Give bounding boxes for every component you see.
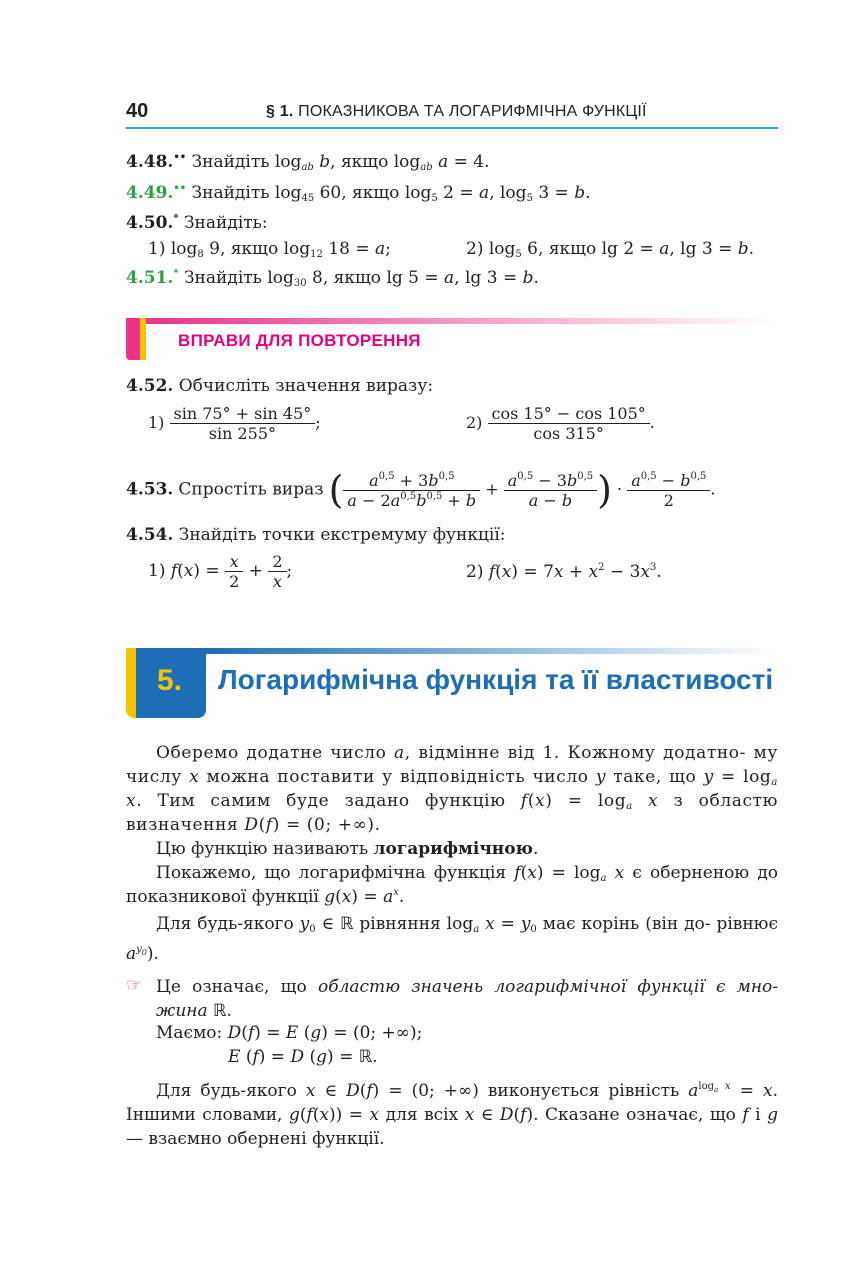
- exercise-text: якщо: [340, 152, 389, 172]
- exercise-text: Знайдіть:: [183, 213, 268, 233]
- exercise-number: 4.49.: [126, 183, 174, 203]
- page-number: 40: [126, 100, 149, 122]
- exercise-text: якщо: [548, 239, 597, 259]
- paragraph-text: , відмінне від 1. Кожному додатно-: [404, 743, 746, 763]
- exercise-text: Спростіть вираз: [178, 479, 324, 500]
- paragraph-text: Цю функцію називають: [156, 839, 369, 859]
- paragraph-text: можна поставити у відповідність число: [206, 767, 589, 787]
- exercise-number: 4.53.: [126, 479, 174, 500]
- exercise-number: 4.52.: [126, 376, 174, 396]
- emphasis-text: областю значень логарифмічної функції є мно-: [317, 977, 778, 997]
- exercise-4-54: [126, 525, 506, 545]
- paragraph-text: Оберемо додатне число: [156, 743, 387, 763]
- paragraph-text: рівняння: [359, 914, 441, 934]
- section-title: Логарифмічна функція та її властивості: [218, 664, 774, 695]
- paragraph-text: і: [755, 1105, 761, 1125]
- paragraph-text: визначення: [126, 815, 239, 835]
- exercise-text: якщо: [333, 268, 382, 288]
- exercise-text: якщо: [230, 239, 279, 259]
- paragraph-2: Цю функцію називають логарифмічною.: [156, 839, 539, 859]
- definition-term: логарифмічною: [373, 839, 533, 859]
- paragraph-6-line-2: E (f) = D (g) = ℝ.: [228, 1047, 378, 1067]
- paragraph-text: рівнює: [716, 914, 778, 934]
- paragraph-text: Для будь-якого: [156, 1081, 297, 1101]
- exercise-text: Знайдіть точки екстремуму функції:: [178, 525, 506, 545]
- exercise-4-51: 4.51.* Знайдіть $\log_{30} 8$, якщо lg 5 = a, lg 3 = b.: [126, 268, 539, 289]
- paragraph-text: є оберненою: [632, 863, 750, 883]
- exercise-number: 4.54.: [126, 525, 174, 545]
- running-head-title: ПОКАЗНИКОВА ТА ЛОГАРИФМІЧНА ФУНКЦІЇ: [298, 103, 647, 120]
- header-rule: [126, 127, 778, 129]
- paragraph-7: Для будь-якого x ∈ D(f) = (0; +∞) виконується рівність $a^{log_a x} = x$. Іншими словами, g(f(x)) = x для всіх x ∈ D(f). Сказане означає, що f і g — взаємно обернені функції.: [126, 1081, 778, 1149]
- section-number: 5.: [157, 664, 183, 697]
- paragraph-text: з областю: [673, 791, 778, 811]
- paragraph-text: має корінь (він до-: [542, 914, 711, 934]
- paragraph-text: . Тим самим буде задано функцію: [136, 791, 506, 811]
- paragraph-text: Для будь-якого: [156, 914, 294, 934]
- exercise-4-50-part-2: 2) $\log_5 6$, якщо lg 2 = a, lg 3 = b.: [466, 239, 755, 260]
- paragraph-5: Це означає, що областю значень логарифмічної функції є мно- жина ℝ.: [156, 977, 778, 1021]
- paragraph-3: Покажемо, що логарифмічна функція $f(x) = \log_a x$ є оберненою до показникової функції $g(x) = a^x$.: [126, 863, 779, 907]
- paragraph-text: Покажемо, що логарифмічна функція: [156, 863, 507, 883]
- emphasis-text: жина: [156, 1001, 208, 1021]
- exercise-section-title: ВПРАВИ ДЛЯ ПОВТОРЕННЯ: [178, 331, 421, 350]
- exercise-number: 4.51.: [126, 268, 174, 288]
- exercise-4-50: [126, 213, 268, 233]
- exercise-text: Знайдіть: [191, 152, 270, 172]
- paragraph-1: Оберемо додатне число a, відмінне від 1. Кожному додатно- му числу x можна поставити у відповідність число y таке, що $y = \log_a x$. Тим самим буде задано функцію $f(x) = \log_a x$ з областю визначення D(f) = (0; +∞).: [126, 743, 778, 835]
- exercise-4-49: 4.49.•• Знайдіть $\log_{45} 60$, якщо $\log_5 2 = a$, $\log_5 3 = b$.: [126, 183, 591, 204]
- paragraph-text: Це означає, що: [156, 977, 307, 997]
- paragraph-text: таке, що: [613, 767, 697, 787]
- exercise-text: Знайдіть: [191, 183, 270, 203]
- difficulty-mark: ••: [173, 152, 187, 163]
- paragraph-text: му числу: [126, 743, 778, 787]
- running-head-section: § 1.: [266, 103, 294, 120]
- difficulty-mark: *: [173, 268, 179, 279]
- paragraph-text: виконується рівність: [487, 1081, 680, 1101]
- paragraph-text: . Сказане означає, що: [533, 1105, 736, 1125]
- exercise-4-54-part-2: 2) $f(x) = 7x + x^2 - 3x^3$.: [466, 562, 662, 582]
- exercise-number: 4.48.: [126, 152, 174, 172]
- paragraph-text: — взаємно обернені функції.: [126, 1129, 385, 1149]
- exercise-4-50-part-1: 1) $\log_8 9$, якщо $\log_{12} 18 = a$;: [148, 239, 391, 260]
- paragraph-4: Для будь-якого $y_0$ ∈ ℝ рівняння $\log_a x = y_0$ має корінь (він до- рівнює $a^{y_0}$).: [126, 914, 778, 964]
- difficulty-mark: *: [173, 213, 179, 224]
- exercise-4-53: 4.53. Спростіть вираз ( $\frac{a^{0,5} + 3b^{0,5}}{a - 2a^{0,5}b^{0,5} + b}$ + $\frac{a^{0,5} - 3b^{0,5}}{a - b}$ ) · $\frac{a^{0,5} - b^{0,5}}{2}$ .: [126, 468, 716, 512]
- exercise-4-48: 4.48.•• Знайдіть $\log_{ab} b$, якщо $\log_{ab} a = 4$.: [126, 152, 490, 173]
- paragraph-text: для всіх: [385, 1105, 459, 1125]
- exercise-text: Знайдіть: [183, 268, 262, 288]
- exercise-text: Обчисліть значення виразу:: [178, 376, 434, 396]
- exercise-4-54-part-1: 1) f(x) = $\frac{x}{2}$ + $\frac{2}{x}$ ;: [148, 552, 293, 591]
- exercise-4-52-part-1: 1) $\frac{\sin 75^\circ + \sin 45^\circ}{\sin 255^\circ}$ ;: [148, 404, 321, 443]
- paragraph-text: Іншими словами,: [126, 1105, 283, 1125]
- exercise-4-52-part-2: 2) $\frac{\cos 15^\circ - \cos 105^\circ}{\cos 315^\circ}$ .: [466, 404, 655, 443]
- running-head: [266, 103, 647, 121]
- pointing-hand-icon: ☞: [126, 975, 143, 996]
- exercise-number: 4.50.: [126, 213, 174, 233]
- difficulty-mark: ••: [173, 183, 187, 194]
- paragraph-6-line-1: Маємо: D(f) = E (g) = (0; +∞);: [156, 1023, 423, 1043]
- exercise-text: якщо: [352, 183, 400, 203]
- paragraph-text: Маємо:: [156, 1023, 223, 1043]
- paragraph-text: до показникової функції: [126, 863, 779, 907]
- exercise-4-52: [126, 376, 433, 396]
